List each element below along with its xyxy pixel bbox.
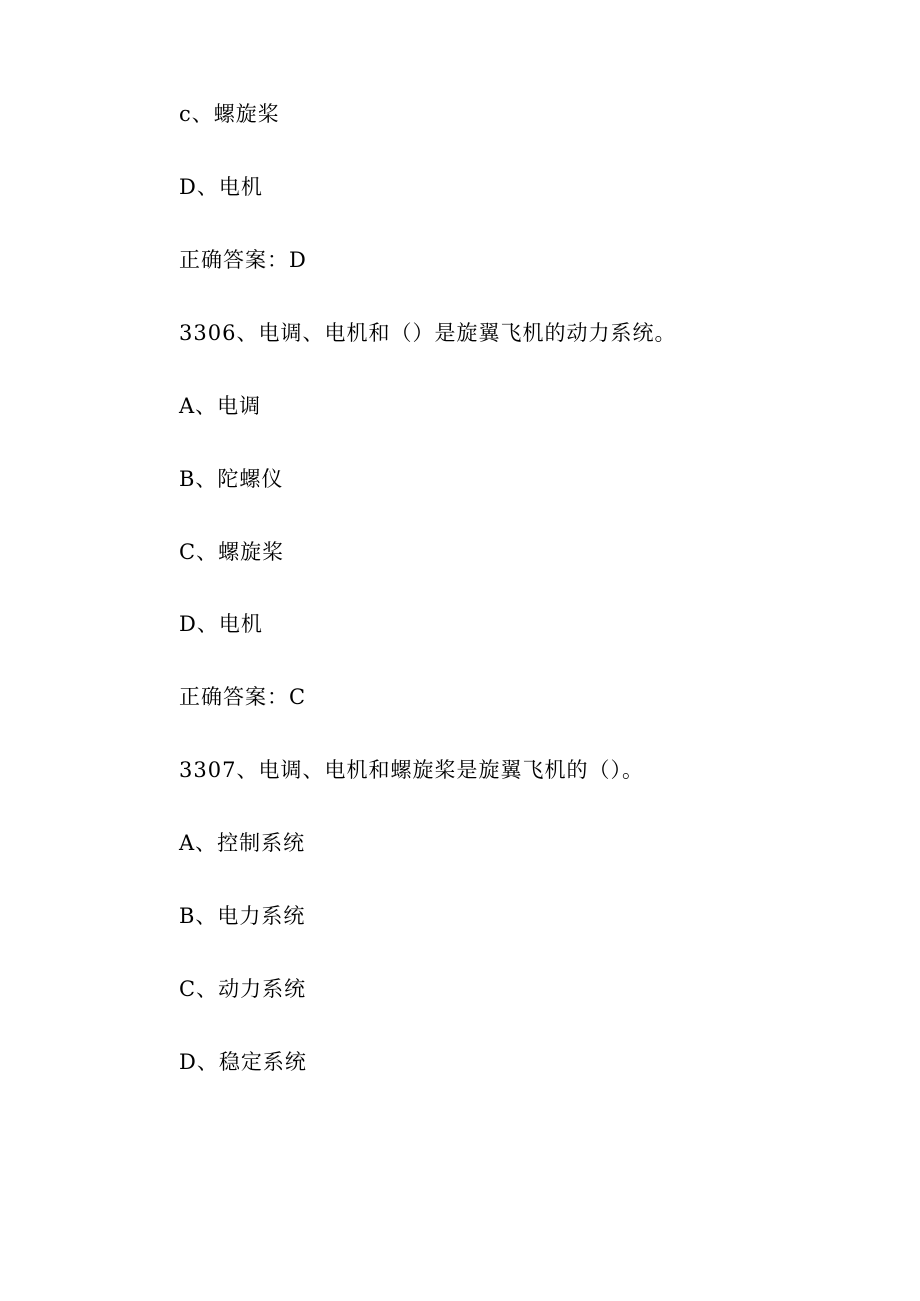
prev-question-answer: 正确答案：D: [179, 248, 307, 272]
question-3307-option-c: C、动力系统: [179, 977, 307, 1001]
question-3306-option-a: A、电调: [179, 394, 262, 418]
question-3307-option-d: D、稳定系统: [179, 1050, 307, 1074]
prev-question-option-d: D、电机: [179, 175, 263, 199]
question-3307-stem: 3307、电调、电机和螺旋桨是旋翼飞机的（）。: [179, 758, 644, 782]
question-3306-answer: 正确答案：C: [179, 685, 307, 709]
question-3306-option-b: B、陀螺仪: [179, 467, 284, 491]
question-3307-option-a: A、控制系统: [179, 831, 306, 855]
question-3306-option-c: C、螺旋桨: [179, 540, 285, 564]
prev-question-option-c: c、螺旋桨: [179, 102, 280, 126]
question-3306-option-d: D、电机: [179, 612, 263, 636]
question-3307-option-b: B、电力系统: [179, 904, 306, 928]
question-3306-stem: 3306、电调、电机和（）是旋翼飞机的动力系统。: [179, 321, 677, 345]
